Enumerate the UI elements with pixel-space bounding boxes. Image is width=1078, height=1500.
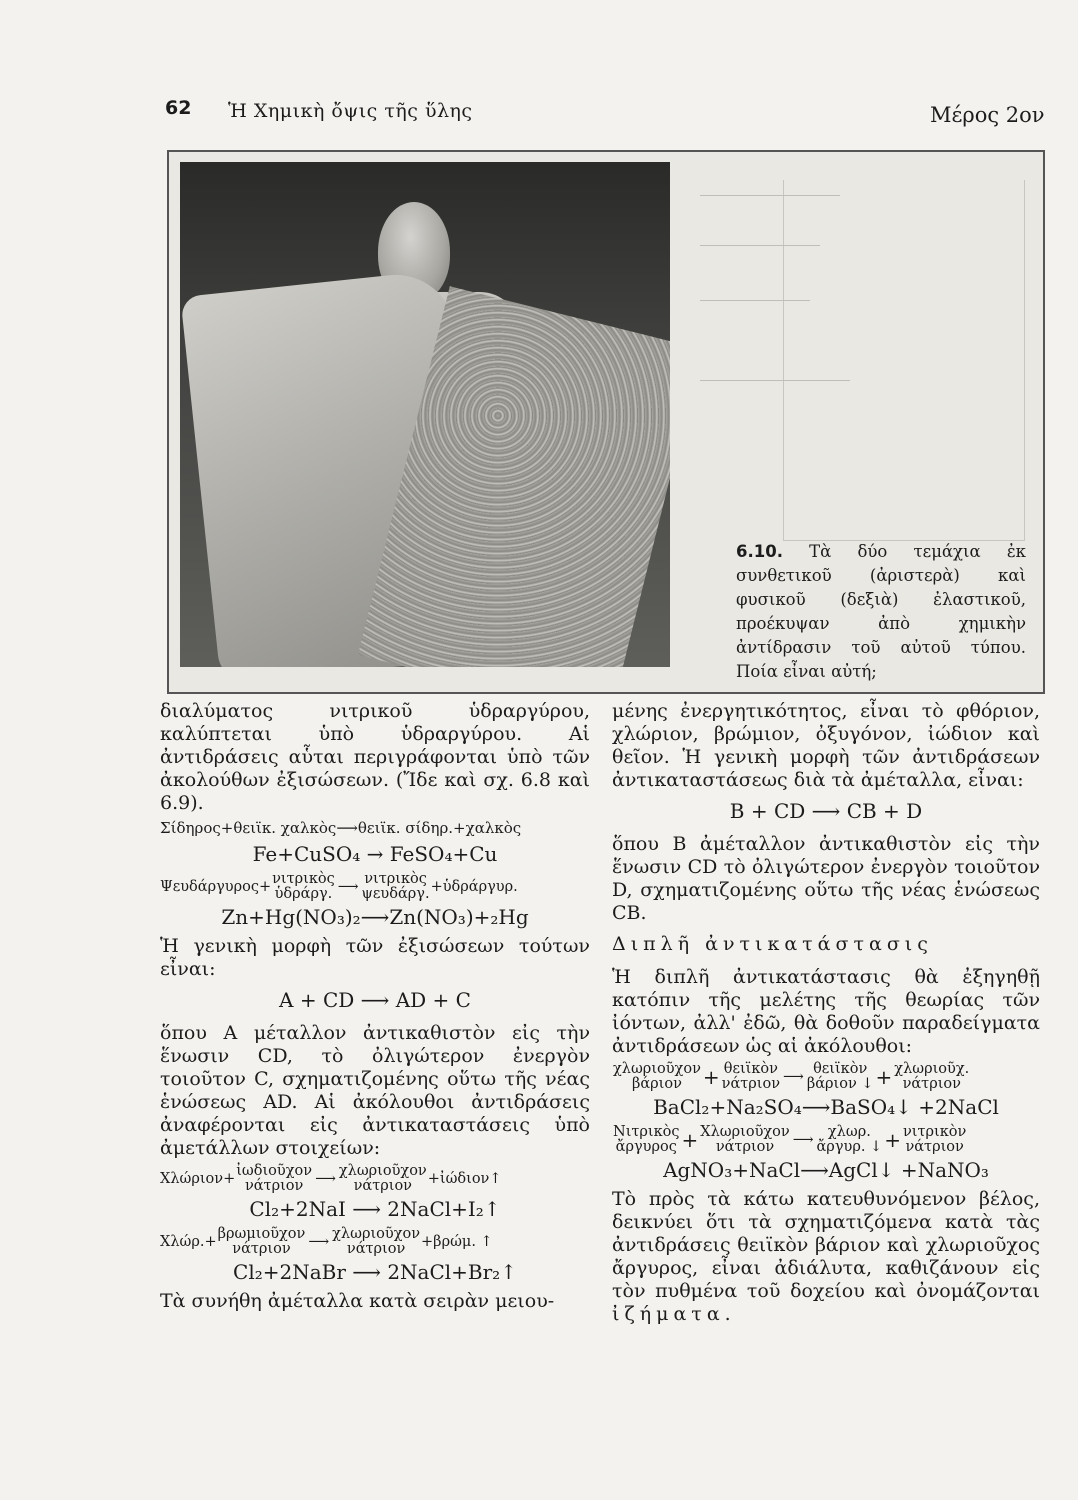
reactant-name-stack [700,1125,789,1155]
bleed-through-line [700,195,840,196]
reactant-name-bottom: νάτριον [244,1178,304,1194]
page-number: 62 [165,97,192,119]
equation-words-row [160,872,590,902]
figure-caption-text: Τὰ δύο τεμάχια ἐκ συνθετικοῦ (ἀριστερὰ) καὶ φυσικοῦ (δεξιὰ) ἐλαστικοῦ, προέκυψαν ἀπὸ χημικὴν ἀντίδρασιν τοῦ αὐτοῦ τύπου. Ποία εἶναι αὐτή; [736,542,1026,681]
reactant-name-top: θειϊκὸν [723,1061,778,1077]
reactant-name-top: βρωμιοῦχον [217,1226,306,1242]
reactant-name: Χλώριον+ [160,1170,236,1187]
bleed-through-line [700,300,810,301]
reactant-name-bottom: βάριον [631,1076,682,1092]
product-name-bottom: ἄργυρ. ↓ [816,1139,883,1155]
running-head: Ἡ Χημικὴ ὄψις τῆς ὕλης [228,100,473,122]
plus-sign: + [875,1064,893,1089]
product-name-bottom: νάτριον [905,1139,964,1155]
product-name: +βρώμ. ↑ [421,1233,493,1250]
reactant-name-stack [218,1227,306,1257]
plus-sign: + [884,1127,901,1152]
reactant-name-bottom: νάτριον [715,1139,775,1155]
left-column [160,700,590,1315]
paragraph: ὅπου B ἀμέταλλον ἀντικαθιστὸν εἰς τὴν ἕνωσιν CD τὸ ὀλιγώτερον ἐνεργὸν τοιοῦτον D, σχηματιζομένης οὕτω τῆς νέας ἑνώσεως CB. [612,833,1040,924]
reaction-arrow: ⟶ [792,1131,814,1148]
chemical-equation: Zn+Hg(NO₃)₂⟶Zn(NO₃)+₂Hg [221,905,529,929]
reactant-name-stack [613,1062,701,1092]
product-name: +ὑδράργυρ. [430,878,518,895]
product-name-stack [362,872,430,902]
plus-sign: + [681,1127,699,1152]
bleed-through-line [700,380,850,381]
paragraph: μένης ἐνεργητικότητος, εἶναι τὸ φθόριον, χλώριον, βρώμιον, ὀξυγόνον, ἰώδιον καὶ θεῖον. Ἡ γενικὴ μορφὴ τῶν ἀντιδράσεων ἀντικαταστάσεως διὰ τὰ ἀμέταλλα, εἶναι: [612,700,1040,791]
paragraph: Τὰ συνήθη ἀμέταλλα κατὰ σειρὰν μειου- [160,1290,555,1312]
paragraph: Ἡ διπλῆ ἀντικατάστασις θὰ ἐξηγηθῇ κατόπιν τῆς μελέτης τῆς θεωρίας τῶν ἰόντων, ἀλλ' ἐδῶ, θὰ δοθοῦν παραδείγματα ἀντιδράσεων ὡς αἱ ἀκόλουθοι: [612,966,1040,1057]
emphasized-term: ἰζήματα. [612,1303,736,1325]
paragraph [612,1188,1040,1326]
product-name-top: θειϊκὸν [813,1061,868,1077]
product-name-stack [894,1062,969,1092]
reaction-arrow: ⟶ [783,1068,804,1085]
product-name-top: χλωριοῦχον [332,1226,421,1242]
chemical-equation: Fe+CuSO₄ → FeSO₄+Cu [252,842,498,866]
reactant-name-stack [722,1062,780,1092]
paragraph: ὅπου A μέταλλον ἀντικαθιστὸν εἰς τὴν ἕνωσιν CD, τὸ ὀλιγώτερον ἐνεργὸν τοιοῦτον C, σχηματιζομένης οὕτω τῆς νέας ἑνώσεως AD. Αἱ ἀκόλουθοι ἀντιδράσεις ἀναφέρονται εἰς ἀντικαταστάσεις ὑπὸ ἀμετάλλων στοιχείων: [160,1022,590,1159]
product-name-bottom: νάτριον [346,1241,406,1257]
chemical-equation: AgNO₃+NaCl⟶AgCl↓ +NaNO₃ [663,1158,989,1182]
reactant-name-bottom: νάτριον [721,1076,781,1092]
general-form-equation: B + CD ⟶ CB + D [729,799,923,823]
chemical-equation: Cl₂+2NaI ⟶ 2NaCl+I₂↑ [249,1197,501,1221]
right-column [612,700,1040,1328]
equation-words-row [612,1125,1040,1155]
paragraph: διαλύματος νιτρικοῦ ὑδραργύρου, καλύπτεται ὑπὸ ὑδραργύρου. Αἱ ἀντιδράσεις αὗται περιγράφονται ὑπὸ τῶν ἀκολούθων ἐξισώσεων. (Ἴδε καὶ σχ. 6.8 καὶ 6.9). [160,700,590,814]
equation-words-row [160,1164,590,1194]
reactant-name-bottom: ἄργυρος [615,1139,677,1155]
reactant-name-bottom: νάτριον [232,1241,291,1257]
bleed-through-beaker [783,180,1025,541]
reactant-name-stack [613,1125,680,1155]
reactant-name: Ψευδάργυρος+ [160,878,272,895]
figure-caption [736,540,1026,684]
reactant-name-bottom: ὑδράργ. [274,886,333,902]
product-name-top: νιτρικὸν [902,1124,967,1140]
product-name-top: χλωρ. [827,1124,871,1140]
product-name: +ἰώδιον↑ [427,1170,502,1187]
reactant-name-top: Χλωριοῦχον [700,1124,790,1140]
reactant-name-top: Νιτρικὸς [613,1124,680,1140]
plus-sign: + [702,1064,720,1089]
product-name-bottom: ψευδάργ. [361,886,430,902]
reactant-name-top: ἰωδιοῦχον [236,1163,313,1179]
reaction-arrow: ⟶ [308,1233,330,1250]
product-name-bottom: νάτριον [353,1178,412,1194]
part-label: Μέρος 2ον [930,103,1045,127]
paragraph: Ἡ γενικὴ μορφὴ τῶν ἐξισώσεων τούτων εἶναι: [160,935,590,980]
reactant-name-stack [272,872,335,902]
product-name-bottom: νάτριον [902,1076,961,1092]
rubber-photo [180,162,670,667]
general-form-equation: A + CD ⟶ AD + C [279,988,471,1012]
product-name-stack [817,1125,883,1155]
chemical-equation: BaCl₂+Na₂SO₄⟶BaSO₄↓ +2NaCl [653,1095,999,1119]
equation-words: Σίδηρος+θειϊκ. χαλκὸς⟶θειϊκ. σίδηρ.+χαλκὸς [160,819,522,837]
equation-words-row [612,1062,1040,1092]
bleed-through-line [700,245,820,246]
product-name-stack [332,1227,420,1257]
product-name-top: νιτρικὸς [364,871,427,887]
reactant-name: Χλώρ.+ [160,1233,217,1250]
product-name-top: χλωριοῦχ. [894,1061,970,1077]
reactant-name-top: χλωριοῦχον [613,1061,701,1077]
product-name-stack [903,1125,966,1155]
product-name-stack [339,1164,427,1194]
reaction-arrow: ⟶ [337,878,359,895]
reactant-name-stack [236,1164,312,1194]
paragraph-text: Τὸ πρὸς τὰ κάτω κατευθυνόμενον βέλος, δεικνύει ὅτι τὰ σχηματιζόμενα κατὰ τὰς ἀντιδράσεις θειϊκὸν βάριον καὶ χλωριοῦχος ἄργυρος, εἶναι ἀδιάλυτα, καθιζάνουν εἰς τὸν πυθμένα τοῦ δοχείου καὶ ὀνομάζονται [612,1188,1040,1302]
product-name-top: χλωριοῦχον [338,1163,427,1179]
figure-number: 6.10. [736,542,783,561]
product-name-bottom: βάριον ↓ [806,1076,874,1092]
chemical-equation: Cl₂+2NaBr ⟶ 2NaCl+Br₂↑ [233,1260,517,1284]
reactant-name-top: νιτρικὸς [272,871,335,887]
equation-words-row [160,1227,590,1257]
reaction-arrow: ⟶ [315,1170,336,1187]
section-heading: Διπλῆ ἀντικατάστασις [612,933,933,955]
product-name-stack [807,1062,874,1092]
